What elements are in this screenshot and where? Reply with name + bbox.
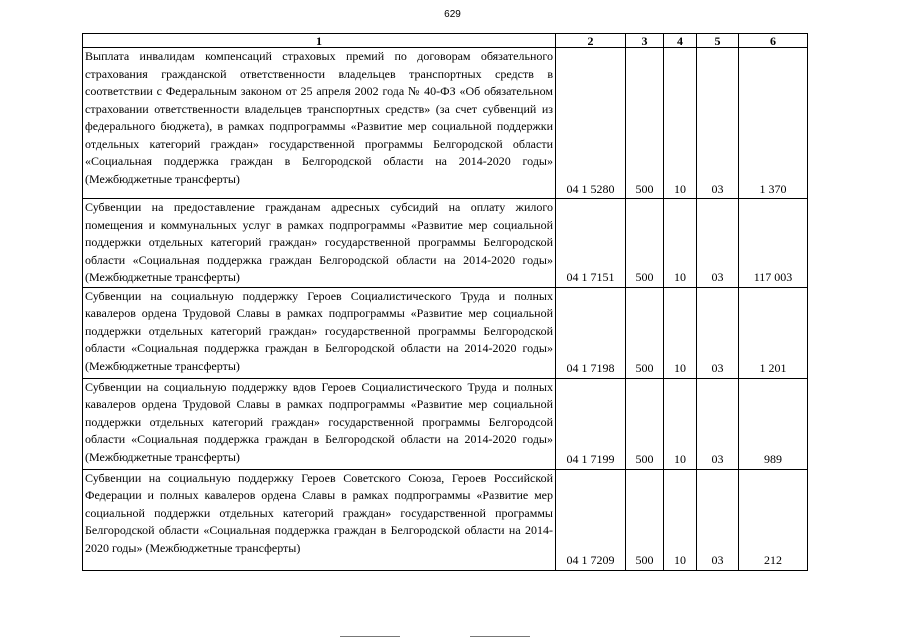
row-col-3: 500 bbox=[626, 287, 664, 378]
scan-edge-line bbox=[470, 636, 530, 637]
row-col-5: 03 bbox=[697, 378, 739, 469]
row-col-4: 10 bbox=[664, 378, 697, 469]
row-code: 04 1 7209 bbox=[556, 469, 626, 570]
row-code: 04 1 7151 bbox=[556, 199, 626, 288]
row-amount: 1 201 bbox=[739, 287, 808, 378]
row-col-3: 500 bbox=[626, 199, 664, 288]
row-code: 04 1 7199 bbox=[556, 378, 626, 469]
table-row bbox=[83, 287, 808, 378]
row-amount: 989 bbox=[739, 378, 808, 469]
row-col-5: 03 bbox=[697, 287, 739, 378]
row-col-4: 10 bbox=[664, 199, 697, 288]
table-header-row bbox=[83, 34, 808, 48]
row-col-3: 500 bbox=[626, 469, 664, 570]
header-col-3: 3 bbox=[626, 34, 664, 48]
row-amount: 212 bbox=[739, 469, 808, 570]
header-col-2: 2 bbox=[556, 34, 626, 48]
row-amount: 117 003 bbox=[739, 199, 808, 288]
row-col-5: 03 bbox=[697, 48, 739, 199]
table-row bbox=[83, 378, 808, 469]
budget-table bbox=[82, 33, 808, 571]
row-code: 04 1 7198 bbox=[556, 287, 626, 378]
row-amount: 1 370 bbox=[739, 48, 808, 199]
row-col-4: 10 bbox=[664, 287, 697, 378]
table-row bbox=[83, 199, 808, 288]
table-row bbox=[83, 469, 808, 570]
header-col-4: 4 bbox=[664, 34, 697, 48]
header-col-5: 5 bbox=[697, 34, 739, 48]
row-col-3: 500 bbox=[626, 378, 664, 469]
row-code: 04 1 5280 bbox=[556, 48, 626, 199]
row-description: Субвенции на социальную поддержку вдов Героев Социалистического Труда и полных кавалеров ордена Трудовой Славы в рамках подпрограммы «Развитие мер социальной поддержки отдельных категорий граждан» государственной программы Белгородсой области «Социальная поддержка граждан в Белгородской области на 2014-2020 годы» (Межбюджетные трансферты) bbox=[83, 378, 556, 469]
row-col-4: 10 bbox=[664, 48, 697, 199]
row-description: Субвенции на социальную поддержку Героев Социалистического Труда и полных кавалеров ордена Трудовой Славы в рамках подпрограммы «Развитие мер социальной поддержки отдельных категорий граждан» государственной программы Белгородской области «Социальная поддержка граждан в Белгородской области на 2014-2020 годы» (Межбюджетные трансферты) bbox=[83, 287, 556, 378]
header-col-1: 1 bbox=[83, 34, 556, 48]
header-col-6: 6 bbox=[739, 34, 808, 48]
row-col-5: 03 bbox=[697, 199, 739, 288]
row-description: Субвенции на предоставление гражданам адресных субсидий на оплату жилого помещения и коммунальных услуг в рамках подпрограммы «Развитие мер социальной поддержки отдельных категорий граждан» государственной программы Белгородской области «Социальная поддержка граждан Белгородской области на 2014-2020 годы» (Межбюджетные трансферты) bbox=[83, 199, 556, 288]
page-number: 629 bbox=[444, 9, 461, 20]
row-col-5: 03 bbox=[697, 469, 739, 570]
row-col-4: 10 bbox=[664, 469, 697, 570]
table-row bbox=[83, 48, 808, 199]
row-col-3: 500 bbox=[626, 48, 664, 199]
scan-edge-line bbox=[340, 636, 400, 637]
row-description: Выплата инвалидам компенсаций страховых премий по договорам обязательного страхования гражданской ответственности владельцев транспортных средств в соответствии с Федеральным законом от 25 апреля 2002 года № 40-ФЗ «Об обязательном страховании ответственности владельцев транспортных средств» (за счет субвенций из федерального бюджета), в рамках подпрограммы «Развитие мер социальной поддержки отдельных категорий граждан» государственной программы Белгородской области «Социальная поддержка граждан в Белгородской области на 2014-2020 годы» (Межбюджетные трансферты) bbox=[83, 48, 556, 199]
row-description: Субвенции на социальную поддержку Героев Советского Союза, Героев Российской Федерации и полных кавалеров ордена Славы в рамках подпрограммы «Развитие мер социальной поддержки отдельных категорий граждан» государственной программы Белгородской области «Социальная поддержка граждан в Белгородской области на 2014-2020 годы» (Межбюджетные трансферты) bbox=[83, 469, 556, 570]
